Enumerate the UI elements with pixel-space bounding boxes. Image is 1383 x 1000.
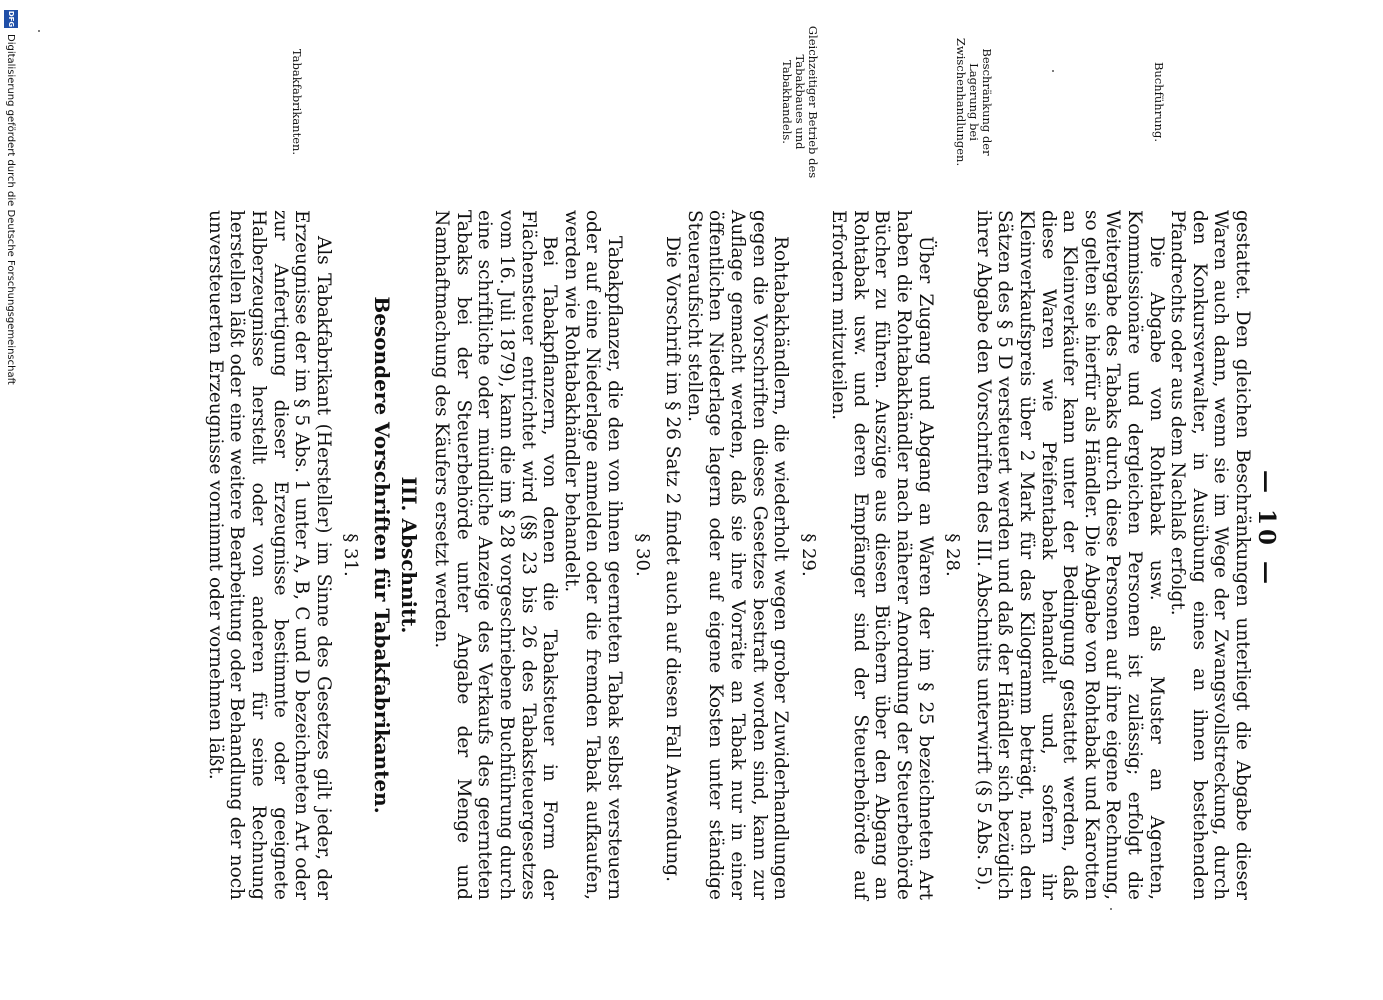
scan-speck — [38, 30, 40, 32]
paragraph: Über Zugang und Abgang an Waren der im § 25 bezeichneten Art haben die Rohtabakhändler nach näherer Anordnung der Steuerbehörde Bücher zu führen. Auszüge aus diesen Büchern über den Abgang an Rohtabak usw. und deren Empfänger sind der Steuerbehörde auf Erfordern mitzuteilen. — [828, 210, 936, 900]
dfg-logo: DFG — [4, 10, 18, 28]
paragraph: Tabakpflanzer, die den von ihnen geernteten Tabak selbst versteuern oder auf eine Niederlage anmelden oder die fremden Tabak aufkaufen, werden wie Rohtabakhändler behandelt. — [560, 210, 625, 900]
digitization-footer — [0, 10, 20, 1000]
section-29-heading: § 29. — [797, 533, 819, 577]
paragraph: gestattet. Den gleichen Beschränkungen unterliegt die Abgabe dieser Waren auch dann, wenn sie im Wege der Zwangsvollstreckung, durch den Konkursverwalter, in Ausübung eines an ihnen bestehenden Pfandrechts oder aus dem Nachlaß erfolgt. — [1167, 210, 1253, 900]
paragraph: Die Abgabe von Rohtabak usw. als Muster an Agenten, Kommissionäre und dergleichen Personen ist zulässig; erfolgt die Weitergabe des Tabaks durch diese Personen auf ihre eigene Rechnung, so gelten sie hierfür als Händler. Die Abgabe von Rohtabak und Karotten an Kleinverkäufer kann unter der Bedingung gestattet werden, daß diese Waren wie Pfeifentabak behandelt und, sofern ihr Kleinverkaufspreis über 2 Mark für das Kilogramm beträgt, nach den Sätzen des § 5 D versteuert werden und daß der Händler sich bezüglich ihrer Abgabe den Vorschriften des III. Abschnitts unterwirft (§ 5 Abs. 5). — [972, 210, 1167, 900]
section-28-heading: § 28. — [942, 533, 964, 577]
chapter-heading: III. Abschnitt. — [396, 476, 421, 634]
scan-speck — [1110, 908, 1112, 910]
margin-note-gleichzeitiger: Gleichzeitiger Betrieb des Tabakbaues und Tabakhandels. — [780, 25, 820, 179]
paragraph: Rohtabakhändlern, die wiederholt wegen grober Zuwiderhandlungen gegen die Vorschriften dieses Gesetzes bestraft worden sind, kann zur Auflage gemacht werden, daß sie ihre Vorräte an Tabak nur in einer öffentlichen Niederlage lagern oder auf eigene Kosten unter ständige Steueraufsicht stellen. — [683, 210, 792, 900]
paragraph: Die Vorschrift im § 26 Satz 2 findet auch auf diesen Fall Anwendung. — [662, 236, 684, 882]
section-30-heading: § 30. — [631, 533, 653, 577]
page-number: — 10 — — [1253, 470, 1280, 589]
chapter-title: Besondere Vorschriften für Tabakfabrikanten. — [370, 296, 395, 814]
margin-note-buchfuehrung: Buchführung. — [1152, 61, 1166, 143]
paragraph: Bei Tabakpflanzern, von denen die Tabaksteuer in Form der Flächensteuer entrichtet wird (§§ 23 bis 26 des Tabaksteuergesetzes vom 16. Juli 1879), kann die im § 28 vorgeschriebene Buchführung durch eine schriftliche oder mündliche Anzeige des Verkaufs des geernteten Tabaks bei der Steuerbehörde unter Angabe der Menge und Namhaftmachung des Käufers ersetzt werden. — [431, 210, 561, 900]
margin-note-tabakfabrikanten: Tabakfabrikanten. — [290, 48, 304, 156]
scan-speck — [1052, 70, 1054, 72]
section-31-heading: § 31. — [340, 533, 362, 577]
paragraph: Als Tabakfabrikant (Hersteller) im Sinne des Gesetzes gilt jeder, der Erzeugnisse der im § 5 Abs. 1 unter A, B, C und D bezeichneten Art oder zur Anfertigung dieser Erzeugnisse bestimmte oder geeignete Halberzeugnisse herstellt oder von anderen für seine Rechnung herstellen läßt oder eine weitere Bearbeitung oder Behandlung der noch unversteuerten Erzeugnisse vornimmt oder vornehmen läßt. — [204, 210, 334, 900]
body-text — [204, 210, 1253, 900]
footer-text: Digitalisierung gefördert durch die Deutsche Forschungsgemeinschaft — [5, 34, 16, 385]
margin-note-beschraenkung: Beschränkung der Lagerung bei Zwischenhandlungen. — [954, 37, 994, 167]
